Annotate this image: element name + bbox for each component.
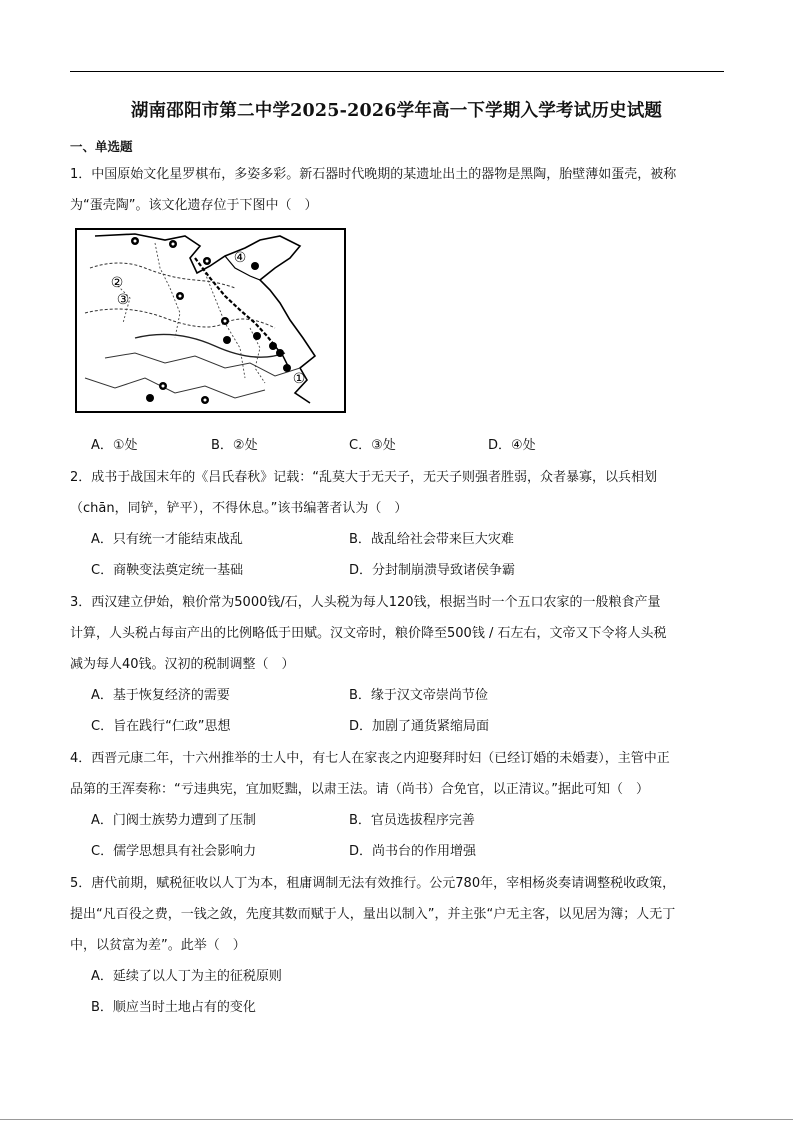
q1-option-b[interactable]: B．②处: [211, 438, 258, 453]
q4-option-c[interactable]: C．儒学思想具有社会影响力: [91, 844, 257, 859]
question-2-line-1: 2．成书于战国末年的《吕氏春秋》记载：“乱莫大于无天子，无天子则强者胜弱，众者暴寡，以兵相划: [70, 470, 658, 485]
question-5-line-3: 中，以贫富为差”。此举（ ）: [70, 938, 246, 953]
q5-option-b[interactable]: B．顺应当时土地占有的变化: [91, 1000, 256, 1015]
q2-option-c[interactable]: C．商鞅变法奠定统一基础: [91, 563, 244, 578]
q5-option-a[interactable]: A．延续了以人丁为主的征税原则: [91, 969, 282, 984]
q1-option-a[interactable]: A．①处: [91, 438, 138, 453]
q4-option-a[interactable]: A．门阀士族势力遭到了压制: [91, 813, 256, 828]
q1-option-c[interactable]: C．③处: [349, 438, 396, 453]
question-5-line-1: 5．唐代前期，赋税征收以人丁为本，租庸调制无法有效推行。公元780年，宰相杨炎奏请调整税收政策，: [70, 876, 676, 891]
map-marker-2: ②: [110, 275, 124, 291]
q3-option-c[interactable]: C．旨在践行“仁政”思想: [91, 719, 231, 734]
question-1-line-2: 为“蛋壳陶”。该文化遗存位于下图中（ ）: [70, 198, 318, 213]
page-title: 湖南邵阳市第二中学2025-2026学年高一下学期入学考试历史试题: [130, 101, 663, 121]
question-4-line-1: 4．西晋元康二年，十六州推举的士人中，有七人在家丧之内迎娶拜时妇（已经订婚的未婚妻），主管中正: [70, 751, 670, 766]
map-marker-1: ①: [292, 371, 306, 387]
header-rule: [70, 71, 724, 72]
section-heading: 一、单选题: [70, 139, 133, 154]
q4-option-d[interactable]: D．尚书台的作用增强: [349, 844, 477, 859]
q2-option-d[interactable]: D．分封制崩溃导致诸侯争霸: [349, 563, 516, 578]
question-3-line-1: 3．西汉建立伊始，粮价常为5000钱/石，人头税为每人120钱，根据当时一个五口农家的一般粮食产量: [70, 595, 661, 610]
map-marker-3: ③: [116, 292, 130, 308]
q3-option-b[interactable]: B．缘于汉文帝崇尚节俭: [349, 688, 488, 703]
q3-option-a[interactable]: A．基于恢复经济的需要: [91, 688, 230, 703]
q2-option-b[interactable]: B．战乱给社会带来巨大灾难: [349, 532, 514, 547]
question-3-line-3: 减为每人40钱。汉初的税制调整（ ）: [70, 657, 295, 672]
map-marker-4: ④: [233, 250, 247, 266]
footer-rule: [0, 1119, 793, 1120]
question-4-line-2: 品第的王浑奏称：“亏违典宪，宜加贬黜，以肃王法。请（尚书）合免官，以正清议。”据此可知（ ）: [70, 782, 649, 797]
question-5-line-2: 提出“凡百役之费，一钱之敛，先度其数而赋于人，量出以制入”，并主张“户无主客，以见居为簿；人无丁: [70, 907, 676, 922]
q4-option-b[interactable]: B．官员选拔程序完善: [349, 813, 475, 828]
question-1-map: [75, 228, 346, 413]
q1-option-d[interactable]: D．④处: [488, 438, 536, 453]
q3-option-d[interactable]: D．加剧了通货紧缩局面: [349, 719, 490, 734]
question-2-line-2: （chān，同铲，铲平），不得休息。”该书编著者认为（ ）: [70, 501, 408, 516]
question-3-line-2: 计算，人头税占每亩产出的比例略低于田赋。汉文帝时，粮价降至500钱 / 石左右，文帝又下令将人头税: [70, 626, 667, 641]
question-1-line-1: 1．中国原始文化星罗棋布，多姿多彩。新石器时代晚期的某遗址出土的器物是黑陶，胎壁薄如蛋壳，被称: [70, 167, 677, 182]
q2-option-a[interactable]: A．只有统一才能结束战乱: [91, 532, 243, 547]
